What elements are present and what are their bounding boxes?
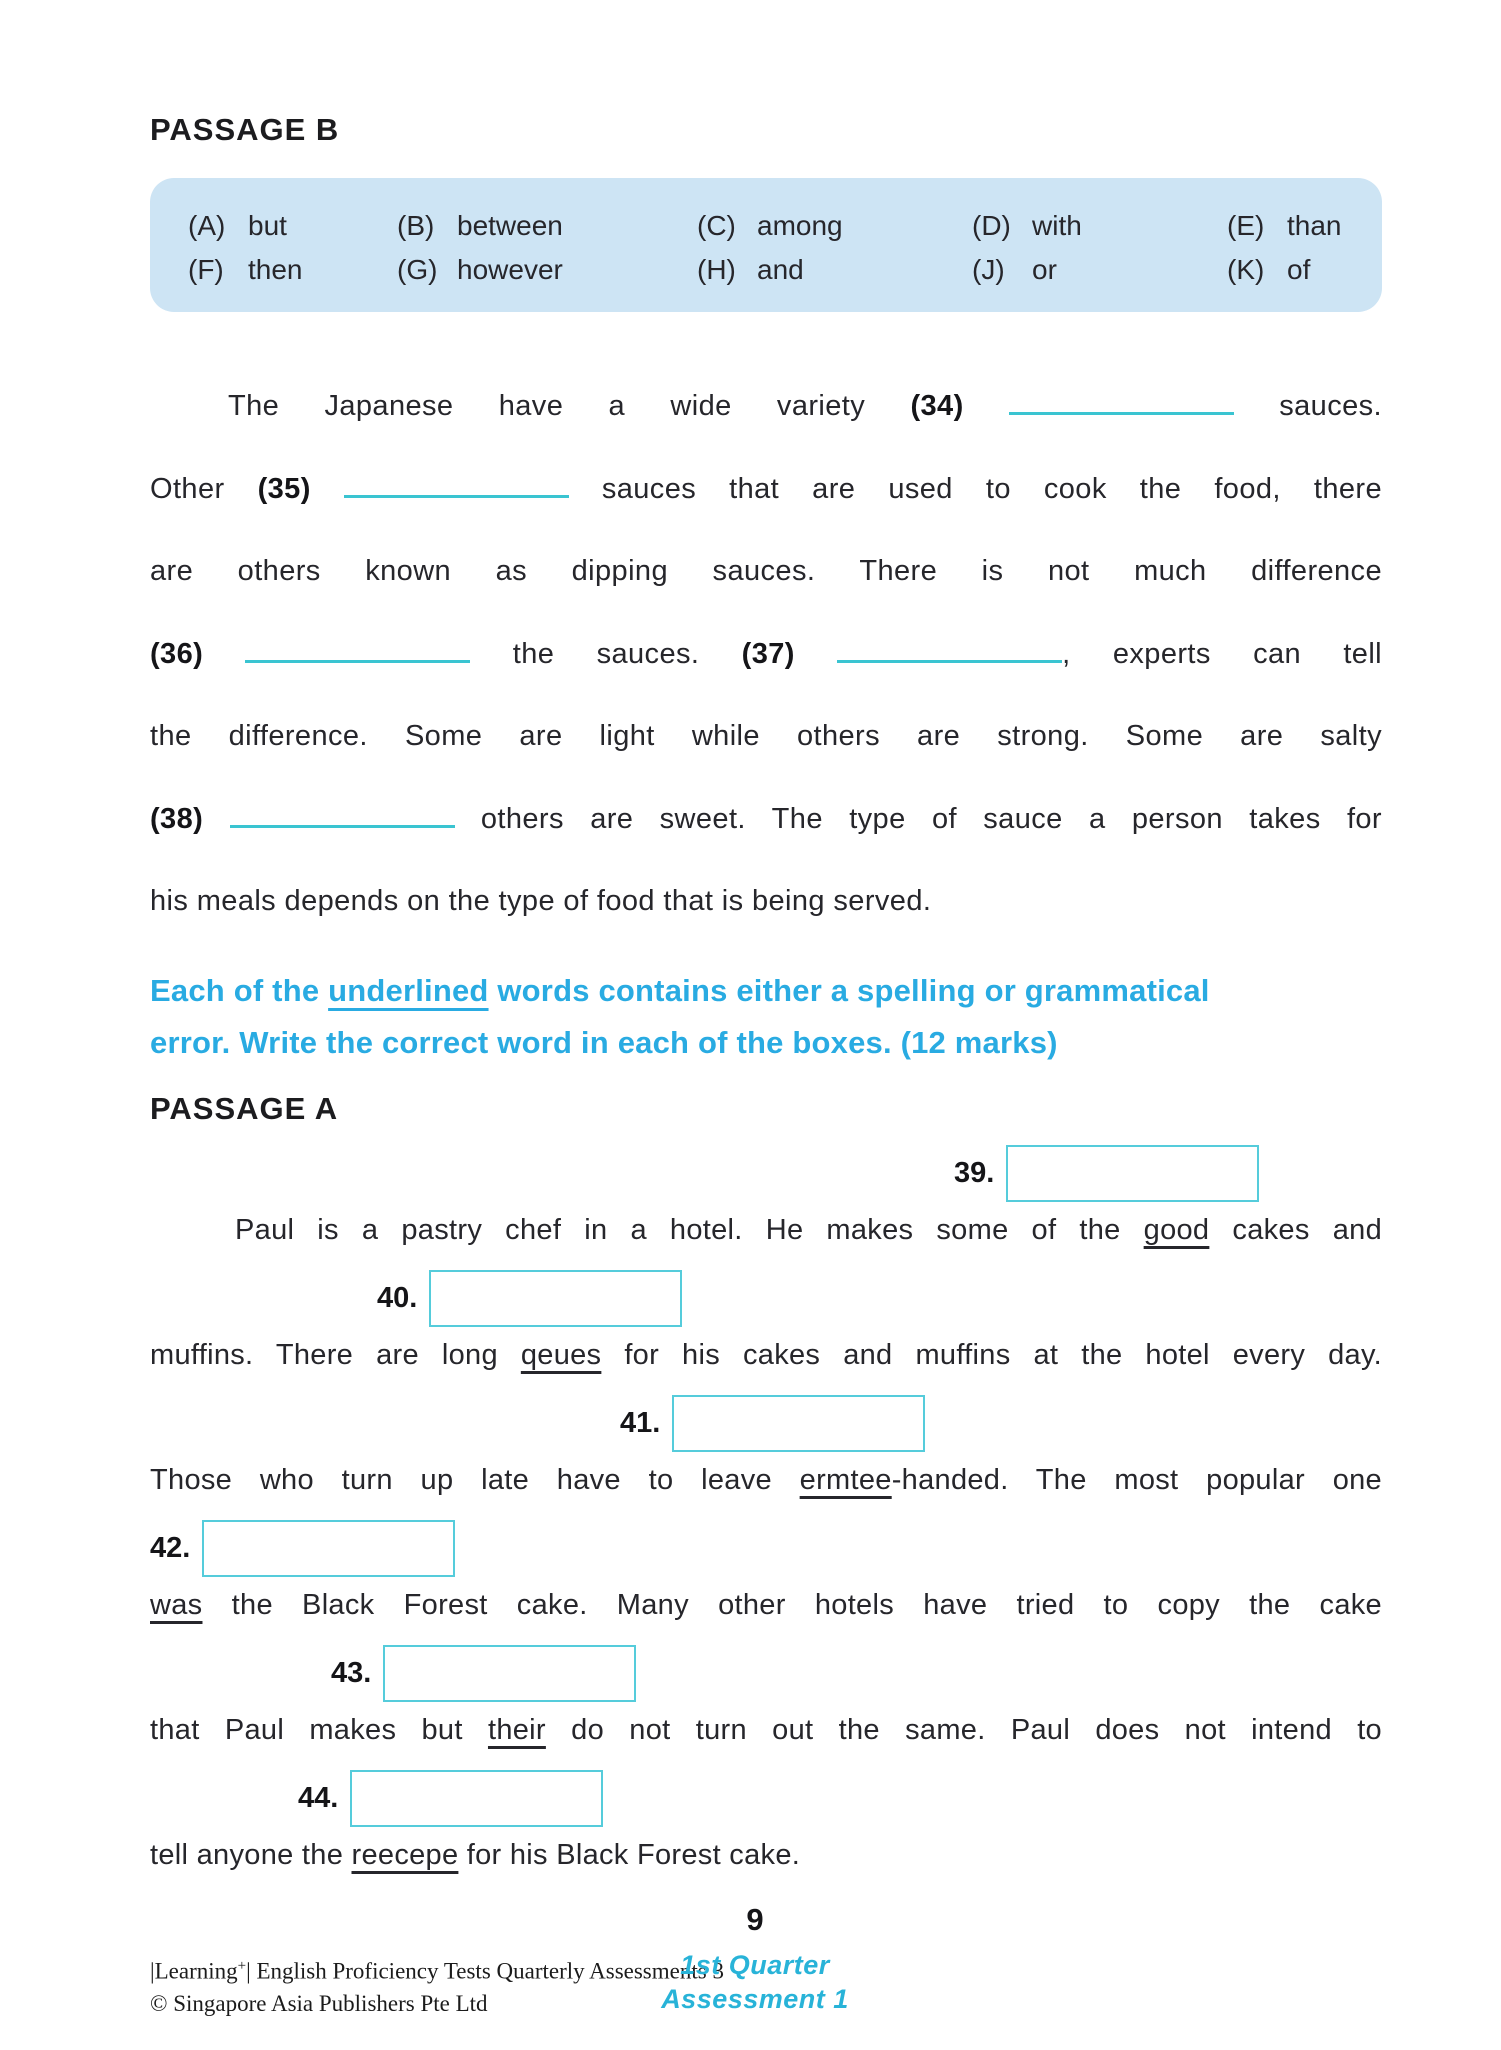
option-word: with: [1032, 210, 1082, 241]
option-word: of: [1287, 254, 1311, 285]
instruction-text: words contains either a spelling or grammatical: [488, 973, 1210, 1008]
passage-line: [150, 1337, 1382, 1373]
passage-line: [150, 387, 1382, 424]
word-bank-box: [150, 178, 1382, 312]
option-word: between: [457, 210, 563, 241]
question-number-35: (35): [257, 473, 311, 505]
question-number-34: (34): [910, 390, 964, 422]
question-number-40: 40.: [377, 1282, 418, 1314]
question-item-42: [150, 1520, 1382, 1623]
question-number-39: 39.: [954, 1157, 995, 1189]
option-label: (C): [697, 210, 736, 241]
option-word: than: [1287, 210, 1342, 241]
answer-box-41[interactable]: [672, 1395, 925, 1452]
passage-line: [150, 1212, 1382, 1248]
passage-text: muffins. There are long: [150, 1339, 521, 1371]
blank-36[interactable]: [245, 635, 470, 663]
answer-row-39: [954, 1145, 1382, 1202]
passage-line: his meals depends on the type of food that is being served.: [150, 885, 932, 917]
passage-text: for his cakes and muffins at the hotel every day.: [601, 1339, 1382, 1371]
blank-34[interactable]: [1009, 387, 1234, 415]
word-bank-option: [1227, 252, 1310, 288]
answer-row-44: [298, 1770, 1382, 1827]
answer-box-39[interactable]: [1006, 1145, 1259, 1202]
passage-text: tell anyone the: [150, 1839, 352, 1871]
word-bank-option: [1227, 208, 1342, 244]
option-label: (G): [397, 254, 438, 285]
underlined-error-word: was: [150, 1589, 203, 1621]
question-number-37: (37): [741, 638, 795, 670]
passage-text: Paul is a pastry chef in a hotel. He makes some of the: [235, 1214, 1144, 1246]
imprint-text: | English Proficiency Tests Quarterly Assessments 3: [246, 1958, 724, 1984]
passage-a-heading: PASSAGE A: [150, 1091, 339, 1126]
word-bank-option: [188, 208, 397, 244]
question-item-41: [150, 1395, 1382, 1498]
answer-box-40[interactable]: [429, 1270, 682, 1327]
passage-line: [150, 470, 1382, 507]
passage-text: do not turn out the same. Paul does not intend to: [545, 1714, 1382, 1746]
question-number-44: 44.: [298, 1782, 339, 1814]
word-bank-option: [188, 252, 397, 288]
passage-text: the sauces.: [470, 638, 742, 670]
answer-box-43[interactable]: [383, 1645, 636, 1702]
passage-text: the Black Forest cake. Many other hotels have tried to copy the cake: [202, 1589, 1382, 1621]
option-word: and: [757, 254, 804, 285]
passage-line: [150, 635, 1382, 672]
assessment-label-line-1: 1st Quarter: [680, 1950, 830, 1980]
passage-line: [150, 1462, 1382, 1498]
option-label: (E): [1227, 210, 1265, 241]
option-word: but: [248, 210, 287, 241]
passage-text: , experts can tell: [1062, 638, 1383, 670]
imprint-text: |Learning: [150, 1958, 238, 1984]
option-word: or: [1032, 254, 1057, 285]
underlined-error-word: reecepe: [351, 1839, 459, 1871]
answer-row-42: [150, 1520, 1382, 1577]
blank-38[interactable]: [230, 800, 455, 828]
option-word: then: [248, 254, 303, 285]
instruction-line-1: [150, 965, 1382, 1017]
answer-box-44[interactable]: [350, 1770, 603, 1827]
page-content: [150, 112, 1382, 1895]
word-bank-row-2: [188, 252, 1362, 288]
passage-text: for his Black Forest cake.: [458, 1839, 801, 1871]
underlined-error-word: their: [487, 1714, 546, 1746]
underlined-error-word: ermtee: [799, 1464, 892, 1496]
passage-text: cakes and: [1209, 1214, 1382, 1246]
passage-text: The Japanese have a wide variety: [228, 390, 911, 422]
option-label: (F): [188, 254, 224, 285]
word-bank-row-1: [188, 208, 1362, 244]
question-item-43: [150, 1645, 1382, 1748]
answer-row-41: [620, 1395, 1382, 1452]
imprint-line-2: © Singapore Asia Publishers Pte Ltd: [150, 1990, 488, 2016]
option-label: (K): [1227, 254, 1265, 285]
page-number: 9: [746, 1902, 764, 1937]
blank-37[interactable]: [837, 635, 1062, 663]
word-bank-option: [697, 208, 972, 244]
option-label: (A): [188, 210, 226, 241]
section-instruction: [150, 965, 1382, 1069]
answer-row-40: [377, 1270, 1382, 1327]
question-item-40: [150, 1270, 1382, 1373]
option-label: (B): [397, 210, 435, 241]
answer-row-43: [331, 1645, 1382, 1702]
passage-line: [150, 1837, 1382, 1873]
passage-text: sauces.: [1233, 390, 1382, 422]
passage-b-heading: PASSAGE B: [150, 112, 340, 147]
passage-line: [150, 1712, 1382, 1748]
instruction-text: Each of the: [150, 973, 329, 1008]
instruction-line-2: error. Write the correct word in each of the boxes. (12 marks): [150, 1025, 1058, 1060]
assessment-label: [590, 1948, 920, 2016]
passage-text: sauces that are used to cook the food, there: [568, 473, 1382, 505]
instruction-underlined-word: underlined: [328, 973, 489, 1008]
answer-box-42[interactable]: [202, 1520, 455, 1577]
question-number-41: 41.: [620, 1407, 661, 1439]
word-bank-option: [972, 208, 1227, 244]
option-label: (H): [697, 254, 736, 285]
word-bank-option: [972, 252, 1227, 288]
passage-text: -handed. The most popular one: [891, 1464, 1382, 1496]
question-number-38: (38): [150, 803, 204, 835]
passage-text: that Paul makes but: [150, 1714, 488, 1746]
word-bank-option: [397, 208, 697, 244]
question-number-43: 43.: [331, 1657, 372, 1689]
passage-a-section: [150, 1145, 1382, 1873]
question-item-39: [150, 1145, 1382, 1248]
imprint-superscript: +: [237, 1958, 247, 1974]
passage-text: Other: [150, 473, 258, 505]
passage-line: [150, 1587, 1382, 1623]
underlined-error-word: qeues: [520, 1339, 602, 1371]
word-bank-option: [697, 252, 972, 288]
passage-line: are others known as dipping sauces. There is not much difference: [150, 555, 1382, 587]
option-word: among: [757, 210, 843, 241]
passage-text: Those who turn up late have to leave: [150, 1464, 800, 1496]
passage-line: [150, 800, 1382, 837]
option-label: (J): [972, 254, 1005, 285]
option-word: however: [457, 254, 563, 285]
question-number-36: (36): [150, 638, 204, 670]
word-bank-option: [397, 252, 697, 288]
question-item-44: [150, 1770, 1382, 1873]
passage-b-text: [150, 387, 1382, 919]
option-label: (D): [972, 210, 1011, 241]
question-number-42: 42.: [150, 1532, 191, 1564]
underlined-error-word: good: [1143, 1214, 1210, 1246]
blank-35[interactable]: [344, 470, 569, 498]
passage-line: the difference. Some are light while others are strong. Some are salty: [150, 720, 1382, 752]
passage-text: others are sweet. The type of sauce a person takes for: [454, 803, 1382, 835]
assessment-label-line-2: Assessment 1: [661, 1984, 849, 2014]
